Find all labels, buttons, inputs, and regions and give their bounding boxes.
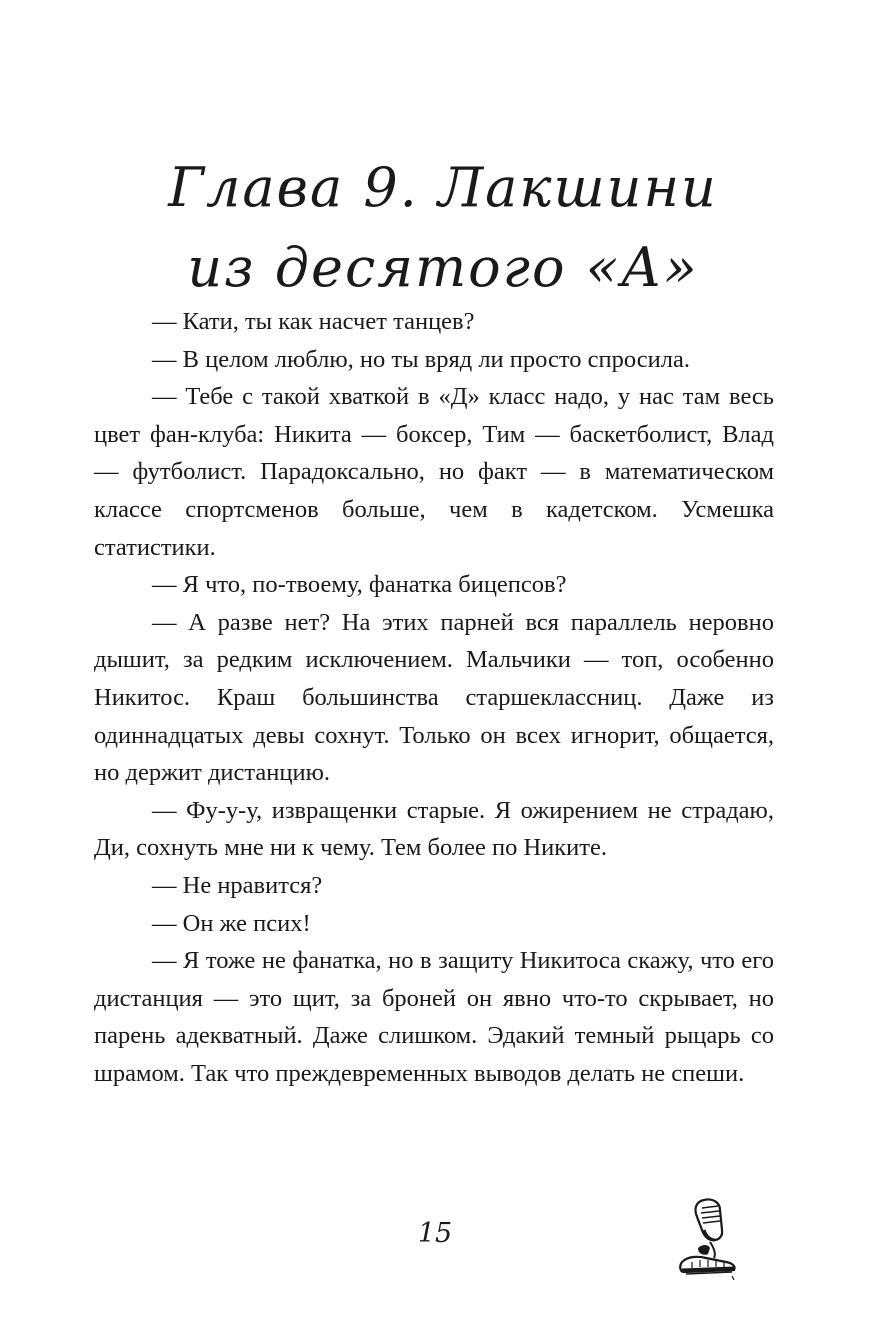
paragraph: — Фу-у-у, извращенки старые. Я ожирением не страдаю, Ди, сохнуть мне ни к чему. Тем более по Никите.	[94, 796, 774, 862]
sneaker-publisher-icon	[674, 1196, 744, 1282]
paragraph: — А разве нет? На этих парней вся параллель неровно дышит, за редким исключением. Мальчики — топ, особенно Никитос. Краш большинства старшеклассниц. Даже из одиннадцатых девы сохнут. Только он всех игнорит, общается, но держит дистанцию.	[94, 608, 774, 787]
paragraph: — Он же псих!	[152, 909, 311, 937]
paragraph: — Не нравится?	[152, 871, 323, 899]
chapter-title-line-2: из десятого «А»	[187, 236, 699, 299]
body-text	[94, 303, 774, 1092]
paragraph: — Кати, ты как насчет танцев?	[152, 308, 475, 335]
chapter-title-line-1: Глава 9. Лакшини	[168, 156, 718, 219]
page-number: 15	[417, 1218, 453, 1249]
paragraph: — Тебе с такой хваткой в «Д» класс надо, у нас там весь цвет фан-клуба: Никита — боксер, Тим — баскетболист, Влад — футболист. Парадоксально, но факт — в математическом классе спортсменов больше, чем в кадетском. Усмешка статистики.	[94, 383, 774, 561]
chapter-title	[0, 148, 886, 308]
paragraph: — В целом люблю, но ты вряд ли просто спросила.	[152, 345, 690, 373]
paragraph: — Я что, по-твоему, фанатка бицепсов?	[152, 571, 567, 599]
paragraph: — Я тоже не фанатка, но в защиту Никитоса скажу, что его дистанция — это щит, за броней он явно что-то скрывает, но парень адекватный. Даже слишком. Эдакий темный рыцарь со шрамом. Так что преждевременных выводов делать не спеши.	[94, 947, 774, 1087]
